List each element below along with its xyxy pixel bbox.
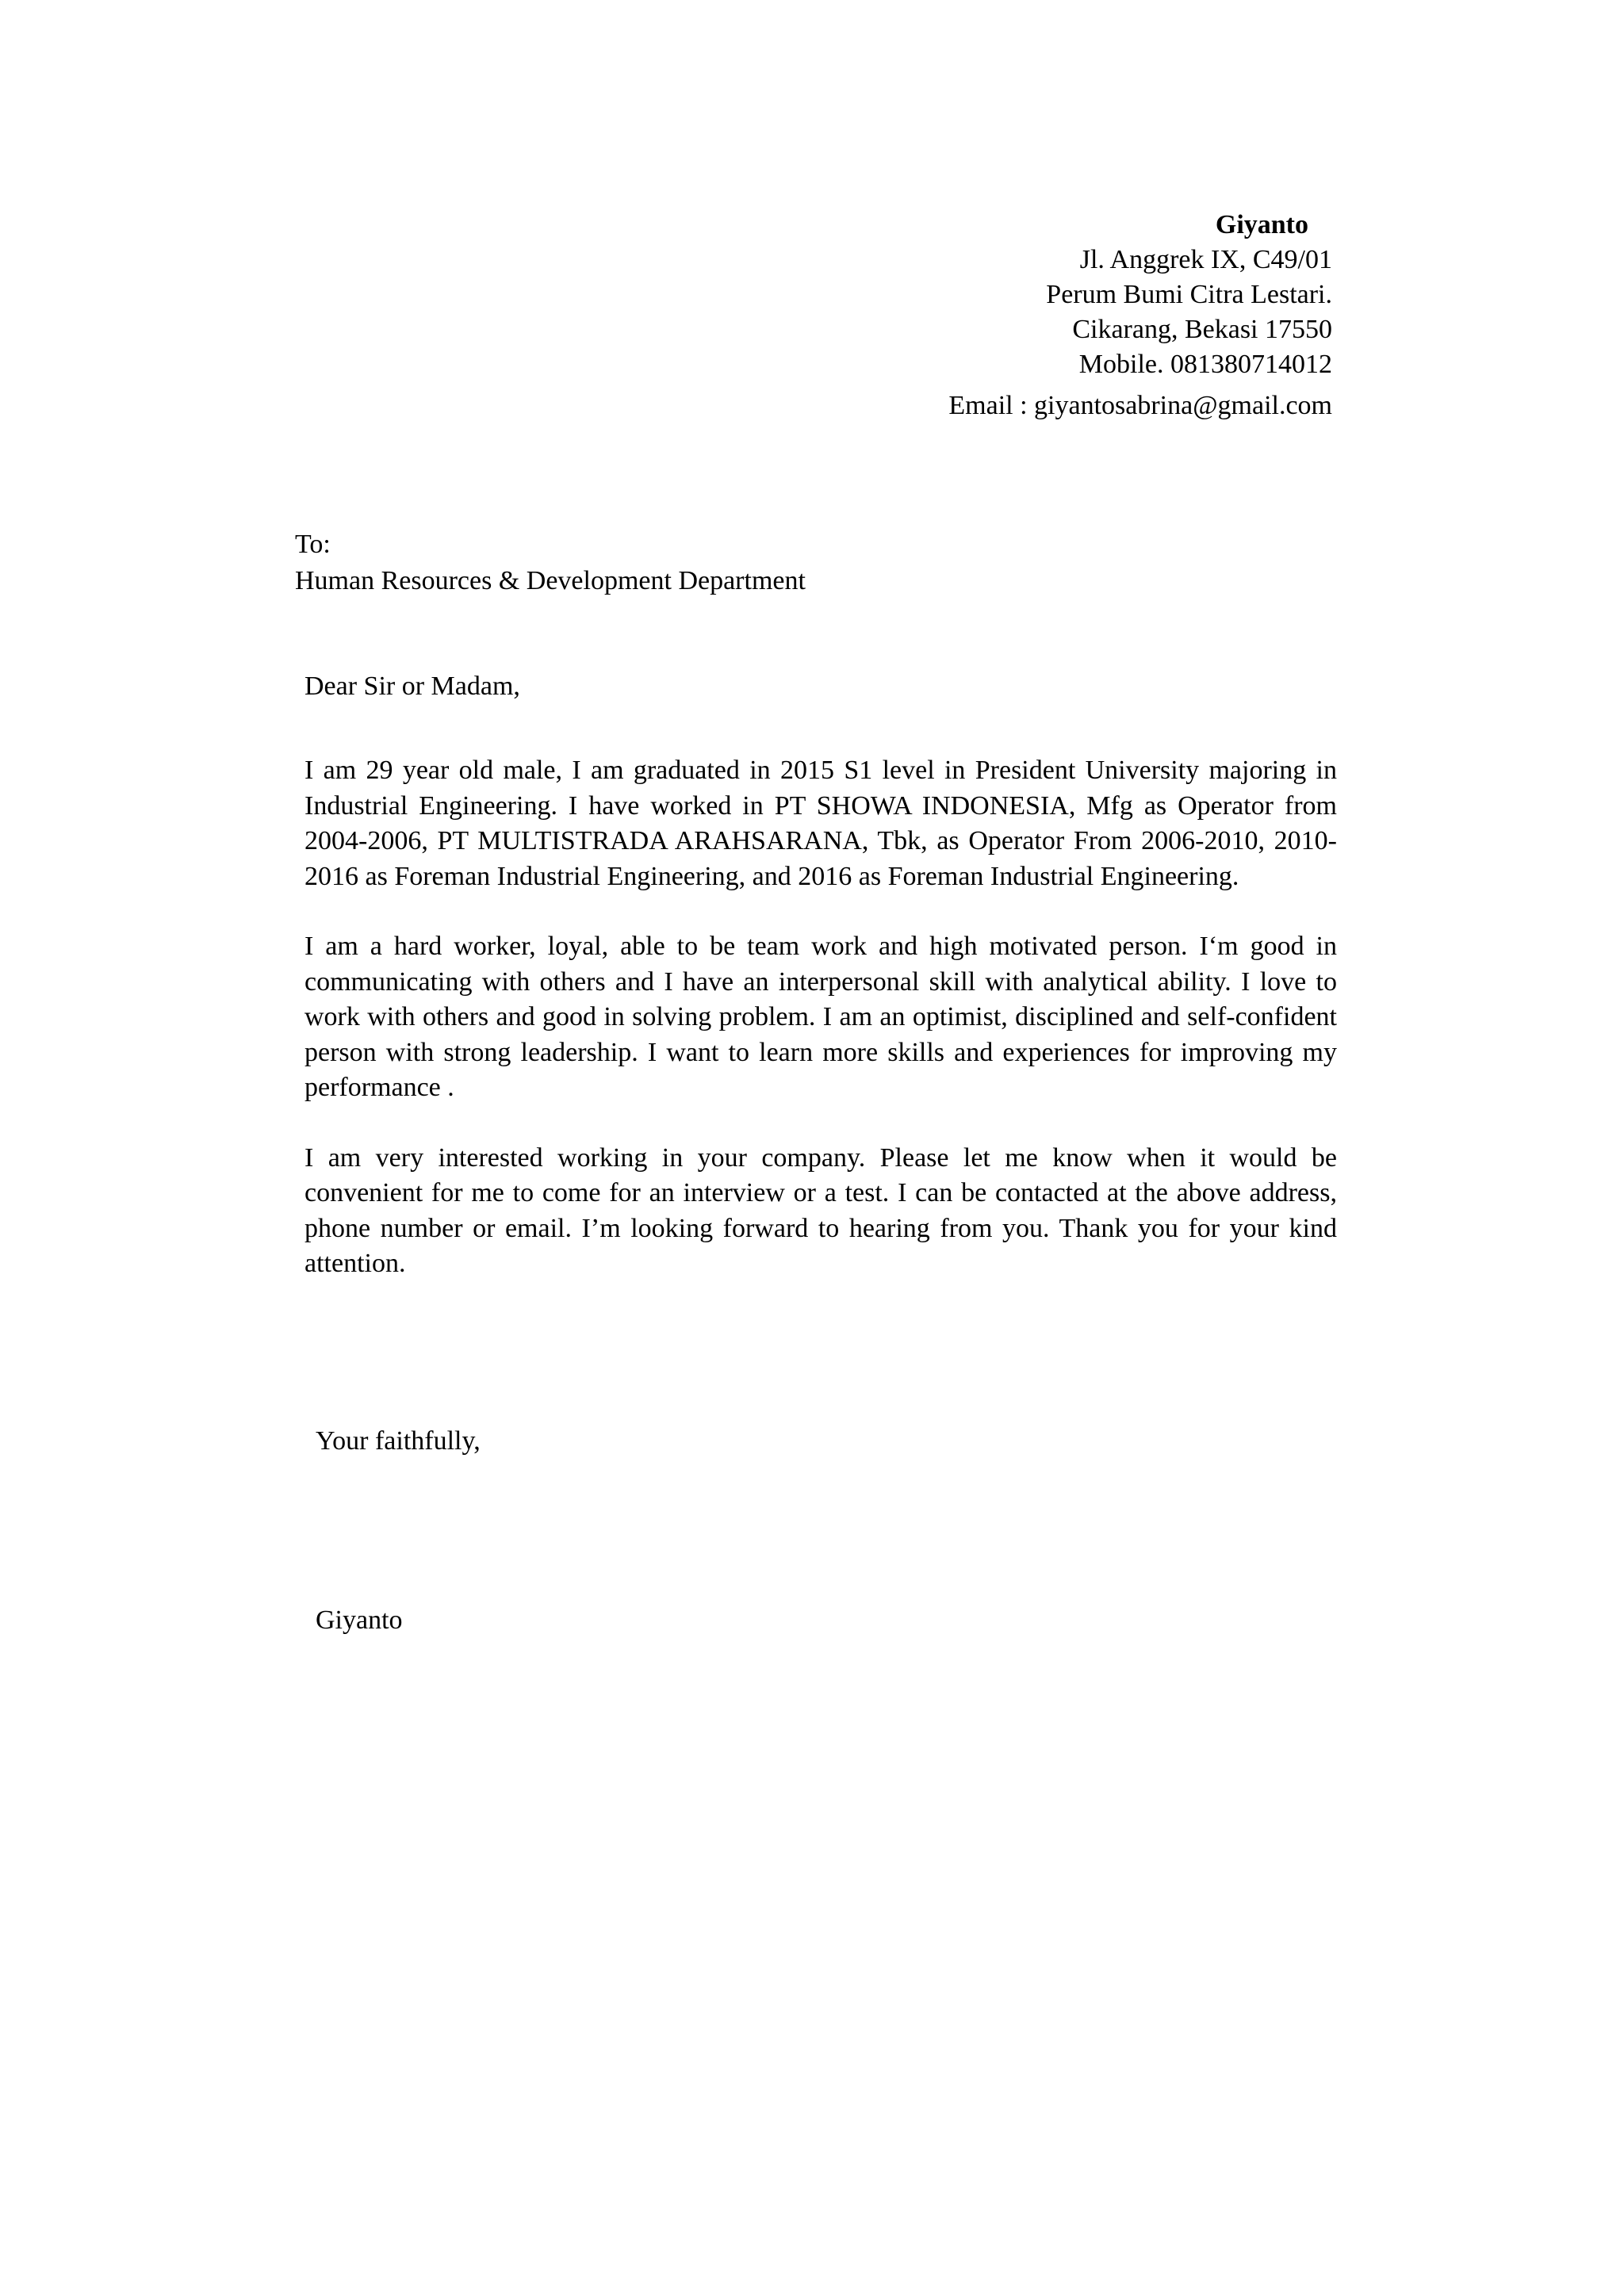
closing: Your faithfully, — [316, 1426, 481, 1456]
recipient-block — [295, 526, 806, 599]
signature-name: Giyanto — [316, 1605, 403, 1635]
recipient-to-label: To: — [295, 530, 331, 559]
sender-address-line3: Cikarang, Bekasi 17550 — [1072, 315, 1332, 344]
sender-block — [856, 208, 1332, 423]
sender-address-line2: Perum Bumi Citra Lestari. — [1046, 280, 1332, 309]
sender-address-line1: Jl. Anggrek IX, C49/01 — [1079, 245, 1332, 274]
recipient-department: Human Resources & Development Department — [295, 566, 806, 595]
sender-email: Email : giyantosabrina@gmail.com — [948, 391, 1332, 420]
body-paragraph-2: I am a hard worker, loyal, able to be team work and high motivated person. I‘m good in communicating with others and I have an interpersonal skill with analytical ability. I love to work with others and good in solving problem. I am an optimist, disciplined and self-confident person with strong leadership. I want to learn more skills and experiences for improving my performance . — [304, 932, 1337, 1102]
body-paragraph-3: I am very interested working in your company. Please let me know when it would be convenient for me to come for an interview or a test. I can be contacted at the above address, phone number or email. I’m looking forward to hearing from you. Thank you for your kind attention. — [304, 1142, 1337, 1278]
salutation: Dear Sir or Madam, — [304, 672, 520, 701]
body-paragraph-1: I am 29 year old male, I am graduated in 2015 S1 level in President University majoring in Industrial Engineering. I have worked in PT SHOWA INDONESIA, Mfg as Operator from 2004-2006, PT MULTISTRADA ARAHSARANA, Tbk, as Operator From 2006-2010, 2010-2016 as Foreman Industrial Engineering, and 2016 as Foreman Industrial Engineering. — [304, 756, 1337, 891]
sender-mobile: Mobile. 081380714012 — [1078, 350, 1332, 379]
letter-body — [304, 753, 1337, 1317]
sender-name: Giyanto — [1215, 210, 1308, 239]
